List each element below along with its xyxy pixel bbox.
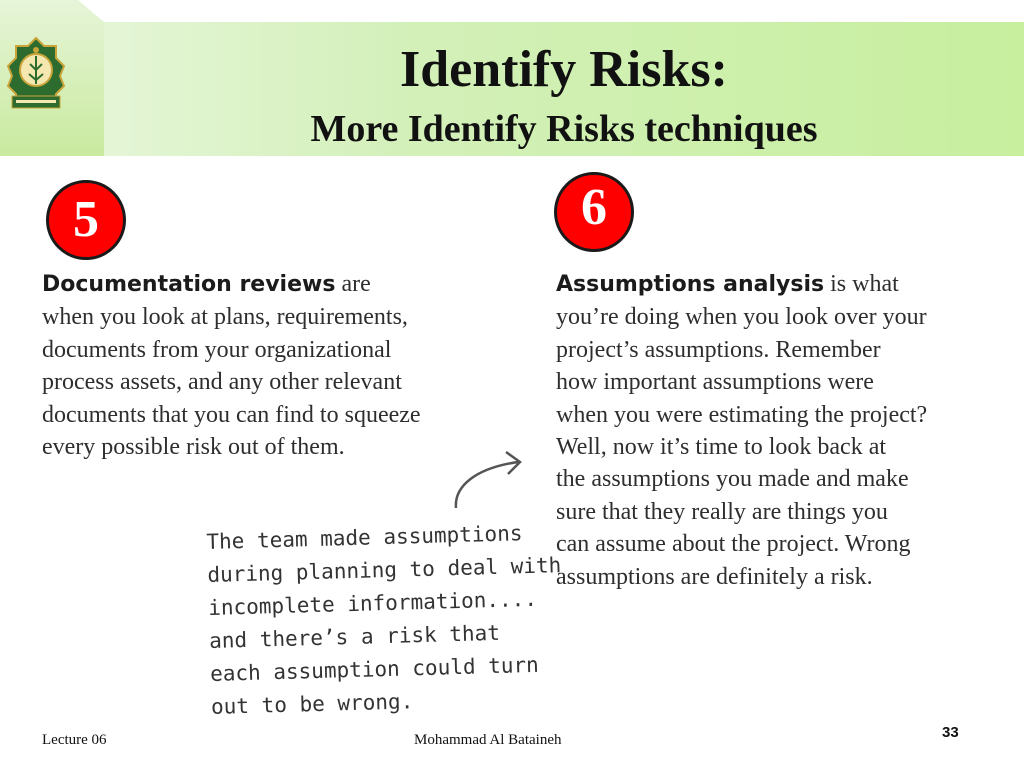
paragraph-line: Documentation reviews are <box>42 271 371 297</box>
note-line: during planning to deal with <box>207 553 562 587</box>
documentation-reviews-paragraph <box>42 268 492 463</box>
note-line: out to be wrong. <box>210 689 414 719</box>
note-line: each assumption could turn <box>209 652 540 686</box>
curved-arrow-icon <box>446 446 530 516</box>
paragraph-line: every possible risk out of them. <box>42 434 345 461</box>
paragraph-line: when you were estimating the project? <box>556 401 928 428</box>
note-line: and there’s a risk that <box>208 620 501 653</box>
logo-panel <box>0 0 105 156</box>
note-line: incomplete information.... <box>207 586 538 620</box>
paragraph-line: assumptions are definitely a risk. <box>556 563 873 590</box>
paragraph-line: project’s assumptions. Remember <box>556 336 881 363</box>
paragraph-line: how important assumptions were <box>556 369 874 396</box>
paragraph-lead: Documentation reviews <box>42 272 336 297</box>
university-logo-icon <box>4 36 68 112</box>
page-title: Identify Risks: <box>400 41 728 98</box>
paragraph-line: Well, now it’s time to look back at <box>556 434 887 461</box>
paragraph-line: documents that you can find to squeeze <box>42 401 421 428</box>
paragraph-line: documents from your organizational <box>42 336 392 363</box>
note-line: The team made assumptions <box>206 521 523 554</box>
paragraph-line: you’re doing when you look over your <box>556 304 927 331</box>
paragraph-lead: Assumptions analysis <box>556 272 825 297</box>
page-subtitle: More Identify Risks techniques <box>310 108 818 150</box>
footer-author: Mohammad Al Bataineh <box>414 732 562 748</box>
footer-lecture: Lecture 06 <box>42 732 107 748</box>
paragraph-line: can assume about the project. Wrong <box>556 531 911 558</box>
assumptions-analysis-paragraph <box>556 268 996 593</box>
paragraph-line: sure that they really are things you <box>556 498 888 525</box>
handwritten-note <box>206 517 562 724</box>
paragraph-line: process assets, and any other relevant <box>42 369 402 396</box>
badge-number-5: 5 <box>46 180 126 260</box>
badge-number-6: 6 <box>554 172 634 252</box>
paragraph-line: the assumptions you made and make <box>556 466 909 493</box>
paragraph-line: when you look at plans, requirements, <box>42 304 408 331</box>
paragraph-line: Assumptions analysis is what <box>556 271 899 297</box>
page-number: 33 <box>942 724 959 741</box>
